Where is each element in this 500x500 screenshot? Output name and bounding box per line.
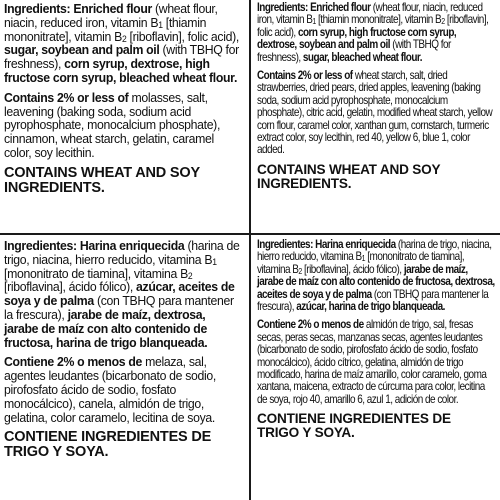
bold-text: Contains 2% or less of [257,69,353,83]
bold-text: corn syrup, high fructose corn syrup, dextrose, soybean and palm oil [257,25,457,52]
subscript-text: 1 [158,19,163,30]
text-run: [riboflavin], folic acid), [126,28,239,44]
subscript-text: 2 [187,270,193,281]
bold-text: sugar, bleached wheat flour. [302,50,422,64]
ingredients-paragraph [257,239,495,313]
bold-text: Ingredientes: Harina enriquecida [4,238,185,253]
text-run: (with TBHQ for freshness), [4,42,239,72]
minor-ingredients-paragraph [257,319,495,406]
subscript-text: 2 [441,17,445,27]
text-run: molasses, salt, leavening (baking soda, sodium acid pyrophosphate, monocalcium phosphate), cinnamon, wheat starch, gelatin, caramel color, soy lecithin. [4,89,221,160]
text-run: [thiamin mononitrate], vitamin B [315,13,442,27]
bold-text: corn syrup, dextrose, high fructose corn syrup, bleached wheat flour. [4,56,238,85]
allergen-statement: CONTIENE INGREDIENTES DE TRIGO Y SOYA. [257,411,451,441]
bold-text: azúcar, aceites de soya y de palma [4,279,235,309]
subscript-text: 1 [212,256,217,267]
text-run: (wheat flour, niacin, reduced iron, vitamin B [4,1,218,30]
allergen-statement: CONTIENE INGREDIENTES DE TRIGO Y SOYA. [4,429,212,461]
text-run: [thiamin mononitrate], vitamin B [4,14,207,44]
bold-text: Contains 2% or less of [4,89,129,105]
text-run: almidón de trigo, sal, fresas secas, peras secas, manzanas secas, agentes leudantes (bicarbonato de sodio, pirofosfato ácido de sodio, fosfato monocálcico), ácido cítrico, gelatina, almidón de trigo modificado, harina de maíz amarillo, color caramelo, goma xantana, maicena, extracto de cúrcuma para color, lecitina de soya, rojo 40, amarillo 6, azul 1, adición de color. [257,318,487,406]
text-run: (with TBHQ for freshness), [257,38,451,64]
subscript-text: 1 [312,17,316,27]
text-run: (harina de trigo, niacina, hierro reducido, vitamina B [4,238,240,267]
minor-ingredients-paragraph [257,70,495,157]
bold-text: Ingredients: Enriched flour [257,1,371,14]
vertical-divider [249,0,251,500]
panel-english-wide [0,0,247,231]
text-run: melaza, sal, agentes leudantes (bicarbonato de sodio, pirofosfato ácido de sodio, fosfato monocálcico), canela, almidón de trigo, gelatina, color caramelo, lecitina de soya. [4,354,216,425]
minor-ingredients-paragraph [4,355,242,424]
text-run: [riboflavina], ácido fólico), [301,262,404,276]
text-run: [mononitrato de tiamina], vitamina B [257,250,465,276]
ingredients-paragraph [4,2,242,85]
bold-text: Ingredientes: Harina enriquecida [257,238,396,251]
bold-text: jarabe de maíz, jarabe de maíz con alto contenido de fructosa, dextrosa, aceites de soya y de palma [257,262,495,301]
minor-ingredients-paragraph [4,91,242,160]
ingredients-paragraph [4,239,242,349]
ingredients-paragraph [257,2,495,64]
panel-spanish-wide [0,237,247,500]
text-run: (con TBHQ para mantener la frescura), [4,293,234,322]
text-run: (harina de trigo, niacina, hierro reducido, vitamina B [257,238,492,264]
bold-text: azúcar, harina de trigo blanqueada. [296,300,445,314]
text-run: (con TBHQ para mantener la frescura), [257,287,489,314]
text-run: [mononitrato de tiamina], vitamina B [4,265,188,281]
allergen-statement: CONTAINS WHEAT AND SOY INGREDIENTS. [4,164,200,196]
subscript-text: 2 [121,33,127,44]
horizontal-divider [0,233,500,235]
bold-text: sugar, soybean and palm oil [4,42,160,58]
text-run: (wheat flour, niacin, reduced iron, vitamin B [257,1,483,27]
bold-text: jarabe de maíz, dextrosa, jarabe de maíz con alto contenido de fructosa, harina de trigo blanqueada. [4,306,208,350]
bold-text: Contiene 2% o menos de [4,354,143,370]
text-run: wheat starch, salt, dried strawberries, dried pears, dried apples, leavening (baking soda, sodium acid pyrophosphate, monocalcium phosphate), citric acid, gelatin, modified wheat starch, yellow corn flour, caramel color, xanthan gum, cornstarch, turmeric extract color, soy lecithin, red 40, yellow 6, blue 1, color added. [257,69,493,157]
bold-text: Ingredients: Enriched flour [4,1,152,16]
bold-text: Contiene 2% o menos de [257,318,364,332]
panel-spanish-narrow [253,237,500,500]
text-run: [riboflavina], ácido fólico), [4,279,137,295]
subscript-text: 2 [298,266,302,276]
panel-english-narrow [253,0,500,231]
subscript-text: 1 [361,254,366,264]
text-run: [riboflavin], folic acid), [257,13,489,39]
allergen-statement: CONTAINS WHEAT AND SOY INGREDIENTS. [257,161,441,191]
